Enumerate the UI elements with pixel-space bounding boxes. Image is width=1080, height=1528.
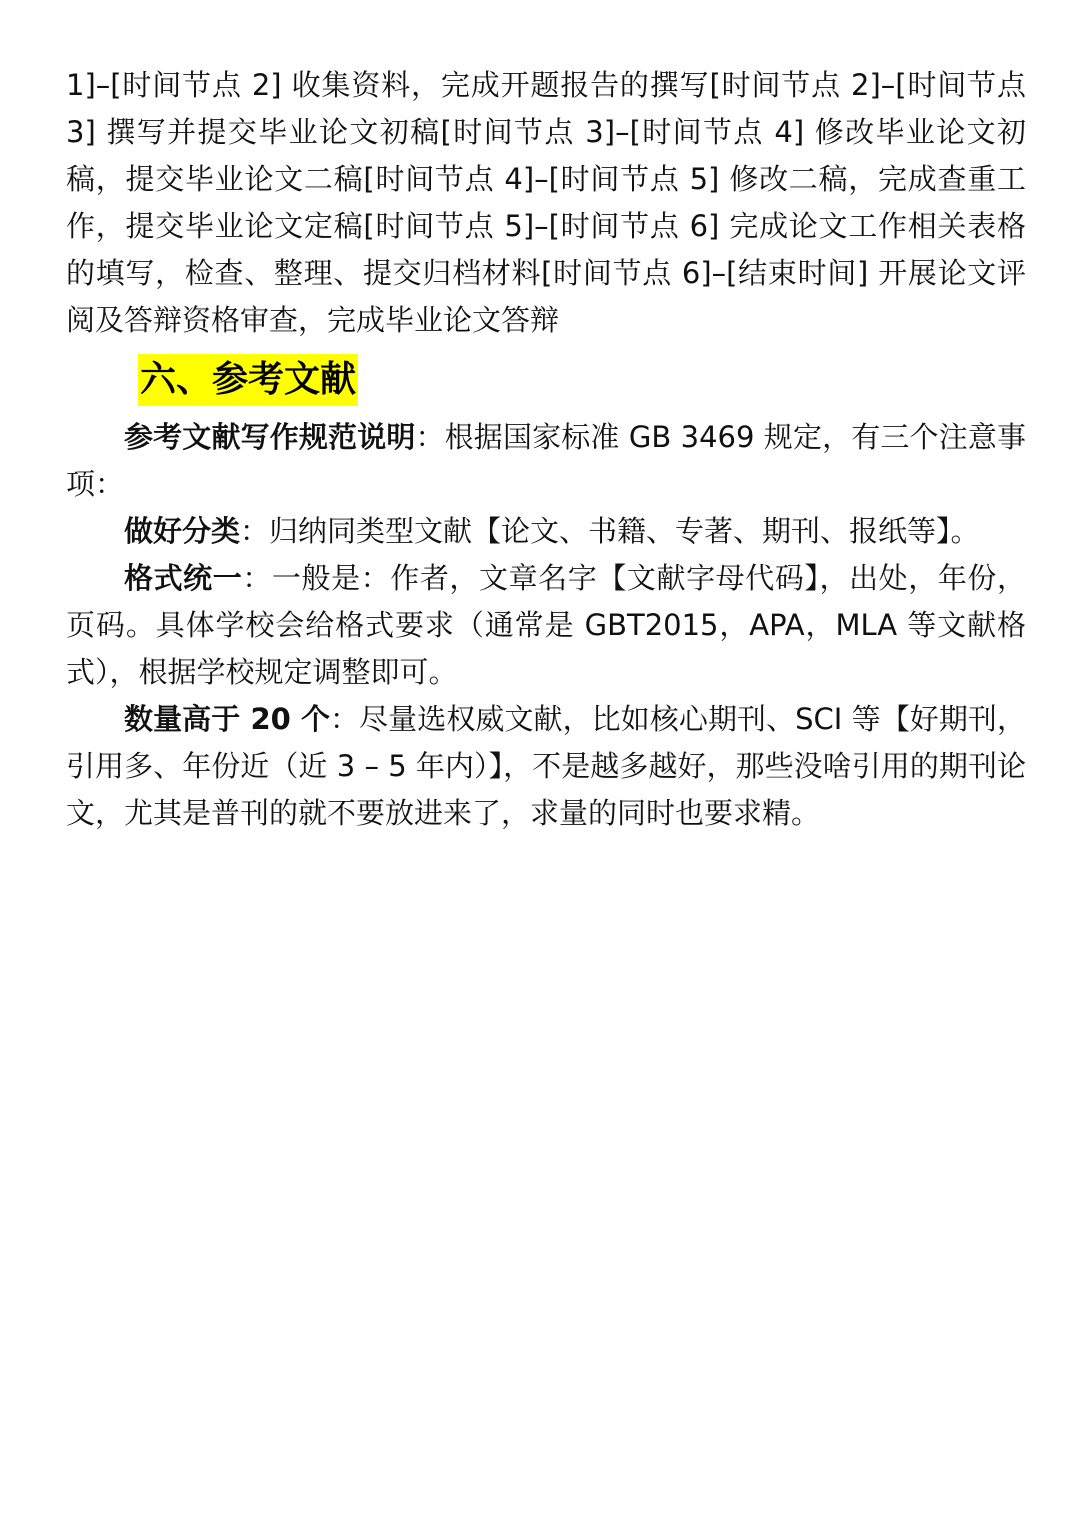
section-heading: 六、参考文献 [138, 354, 358, 406]
timeline-paragraph: 1]–[时间节点 2] 收集资料，完成开题报告的撰写[时间节点 2]–[时间节点 3] 撰写并提交毕业论文初稿[时间节点 3]–[时间节点 4] 修改毕业论文初稿，提交毕业论文二稿[时间节点 4]–[时间节点 5] 修改二稿，完成查重工作，提交毕业论文定稿[时间节点 5]–[时间节点 6] 完成论文工作相关表格的填写，检查、整理、提交归档材料[时间节点 6]–[结束时间] 开展论文评阅及答辩资格审查，完成毕业论文答辩 [66, 68, 1026, 337]
paragraph-lead: 格式统一 [124, 561, 243, 595]
document-page [66, 62, 1026, 837]
paragraph-text: ：尽量选权威文献，比如核心期刊、SCI 等【好期刊，引用多、年份近（近 3 – 5 年内）】，不是越多越好，那些没啥引用的期刊论文，尤其是普刊的就不要放进来了，求量的同时也要求精。 [66, 702, 1026, 830]
paragraph-text: ：归纳同类型文献【论文、书籍、专著、期刊、报纸等】。 [240, 514, 980, 548]
paragraph-text: ：一般是：作者，文章名字【文献字母代码】，出处，年份，页码。具体学校会给格式要求（通常是 GBT2015，APA，MLA 等文献格式），根据学校规定调整即可。 [66, 561, 1026, 689]
paragraph-lead: 参考文献写作规范说明 [124, 420, 416, 454]
paragraph-lead: 做好分类 [124, 514, 241, 548]
paragraph-text: ：根据国家标准 GB 3469 规定，有三个注意事项： [66, 420, 1026, 501]
section-heading-wrap [66, 354, 1026, 410]
paragraph-classify [66, 508, 1026, 555]
paragraph-quantity [66, 696, 1026, 837]
paragraph-standard [66, 414, 1026, 508]
paragraph-lead: 数量高于 20 个 [124, 702, 331, 736]
paragraph-format [66, 555, 1026, 696]
